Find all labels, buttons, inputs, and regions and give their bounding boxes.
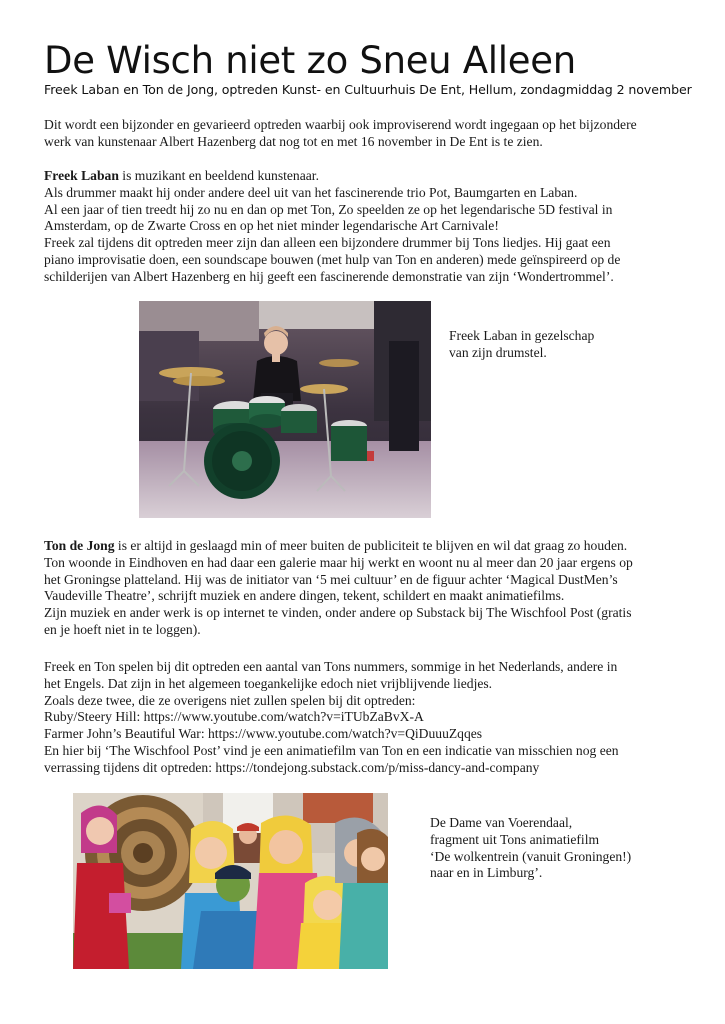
- caption-line: Freek Laban in gezelschap: [449, 328, 595, 343]
- freek-paragraph: [44, 168, 692, 286]
- ton-line: het Groningse platteland. Hij was de initiator van ‘5 mei cultuur’ en de figuur achter ‘Magical DustMen’s: [44, 571, 618, 587]
- page-subtitle: Freek Laban en Ton de Jong, optreden Kunst- en Cultuurhuis De Ent, Hellum, zondagmiddag 2 november: [44, 82, 692, 97]
- freek-line: Amsterdam, op de Zwarte Cross en op het niet minder legendarische Art Carnivale!: [44, 218, 499, 234]
- animation-caption: [430, 815, 631, 882]
- ton-lead-line: [44, 538, 692, 555]
- intro-line: werk van kunstenaar Albert Hazenberg dat nog tot en met 16 november in De Ent is te zien.: [44, 133, 543, 149]
- freek-line: Al een jaar of tien treedt hij zo nu en dan op met Ton, Zo speelden ze op het legendarische 5D festival in: [44, 201, 613, 217]
- drummer-caption: [449, 328, 594, 362]
- substack-link[interactable]: verrassing tijdens dit optreden: https://tondejong.substack.com/p/miss-dancy-and-company: [44, 759, 540, 775]
- ton-lead: is er altijd in geslaagd min of meer buiten de publiciteit te blijven en wil dat graag zo houden.: [114, 538, 628, 553]
- freek-line: Als drummer maakt hij onder andere deel uit van het fascinerende trio Pot, Baumgarten en Laban.: [44, 184, 578, 200]
- ton-line: en je hoeft niet in te loggen).: [44, 621, 201, 637]
- page-title: De Wisch niet zo Sneu Alleen: [44, 39, 576, 82]
- caption-line: ‘De wolkentrein (vanuit Groningen!): [430, 848, 632, 864]
- freek-name: Freek Laban: [44, 168, 119, 183]
- freek-line: schilderijen van Albert Hazenberg en hij geeft een fascinerende demonstratie van zijn ‘Wondertrommel’.: [44, 268, 614, 284]
- program-line: het Engels. Dat zijn in het algemeen toegankelijke edoch niet vrijblijvende liedjes.: [44, 675, 493, 691]
- ton-line: Ton woonde in Eindhoven en had daar een galerie maar hij werkt en woont nu al meer dan 20 jaar ergens op: [44, 554, 633, 570]
- freek-lead: is muzikant en beeldend kunstenaar.: [118, 168, 319, 183]
- caption-line: fragment uit Tons animatiefilm: [430, 831, 600, 847]
- song-link[interactable]: Farmer John’s Beautiful War: https://www.youtube.com/watch?v=QiDuuuZqqes: [44, 726, 483, 742]
- caption-line: naar en in Limburg’.: [430, 865, 543, 881]
- freek-line: piano improvisatie doen, een soundscape bouwen (met hulp van Ton en anderen) mede geïnspireerd op de: [44, 251, 621, 267]
- ton-line: Vaudeville Theatre’, schrijft muziek en andere dingen, tekent, schildert en maakt animatiefilms.: [44, 588, 565, 604]
- ton-name: Ton de Jong: [44, 538, 115, 553]
- program-paragraph: [44, 659, 692, 777]
- freek-line: Freek zal tijdens dit optreden meer zijn dan alleen een bijzondere drummer bij Tons liedjes. Hij gaat een: [44, 235, 611, 251]
- song-link[interactable]: Ruby/Steery Hill: https://www.youtube.com/watch?v=iTUbZaBvX-A: [44, 709, 424, 725]
- caption-line: De Dame van Voerendaal,: [430, 815, 573, 830]
- freek-lead-line: [44, 168, 692, 185]
- drummer-photo: [139, 301, 431, 518]
- ton-paragraph: [44, 538, 692, 639]
- program-line: En hier bij ‘The Wischfool Post’ vind je een animatiefilm van Ton en een indicatie van misschien nog een: [44, 742, 619, 758]
- intro-line: Dit wordt een bijzonder en gevarieerd optreden waarbij ook improviserend wordt ingegaan op het bijzondere: [44, 117, 637, 132]
- ton-line: Zijn muziek en ander werk is op internet te vinden, onder andere op Substack bij The Wischfool Post (gratis: [44, 605, 632, 621]
- intro-paragraph: [44, 117, 692, 151]
- animation-still: [73, 793, 388, 969]
- program-line: Zoals deze twee, die ze overigens niet zullen spelen bij dit optreden:: [44, 692, 416, 708]
- program-line: Freek en Ton spelen bij dit optreden een aantal van Tons nummers, sommige in het Nederlands, andere in: [44, 659, 618, 674]
- caption-line: van zijn drumstel.: [449, 344, 547, 360]
